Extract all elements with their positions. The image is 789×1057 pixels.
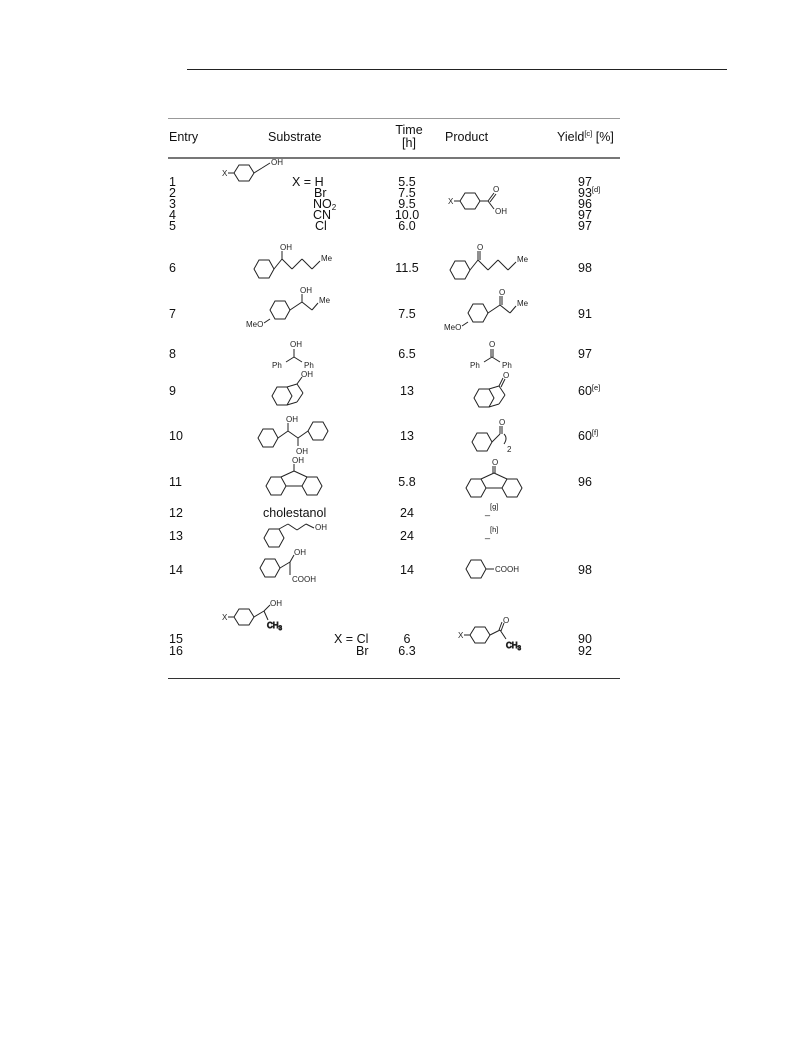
time-value: 10.0 <box>394 208 420 222</box>
entry-number: 9 <box>169 384 176 398</box>
product-none: _[g] <box>485 502 499 516</box>
svg-text:CH3: $CH_3$ <box>506 641 521 652</box>
substrate-label: Br <box>356 644 369 658</box>
svg-text:OH: OH <box>292 456 304 465</box>
svg-text:Ph: Ph <box>470 361 480 370</box>
substrate-label: $NO_2$ <box>313 197 337 212</box>
entry-number: 6 <box>169 261 176 275</box>
entry-number: 4 <box>169 208 176 222</box>
svg-text:COOH: COOH <box>495 565 519 574</box>
svg-text:OH: OH <box>294 548 306 557</box>
svg-text:MeO: MeO <box>246 320 264 329</box>
structure-fluorenol <box>262 456 332 502</box>
time-value: 13 <box>400 429 414 443</box>
structure-benzyl-alcohol <box>222 158 292 184</box>
svg-text:Ph: Ph <box>502 361 512 370</box>
entry-number: 10 <box>169 429 183 443</box>
time-value: 24 <box>400 506 414 520</box>
product-none: _[h] <box>485 525 499 539</box>
structure-benzoic-acid-product <box>462 554 542 584</box>
svg-text:X: X <box>222 169 228 178</box>
yield-value: 96 <box>578 197 592 211</box>
structure-phenylpentanol <box>250 243 340 285</box>
structure-fluorenone <box>462 458 532 504</box>
yield-value: 98 <box>578 563 592 577</box>
structure-hydrobenzoin <box>254 414 344 460</box>
svg-text:OH: OH <box>301 370 313 379</box>
yield-value: 98 <box>578 261 592 275</box>
structure-acetophenone <box>458 616 538 656</box>
time-value: 6 <box>403 632 411 646</box>
entry-number: 14 <box>169 563 183 577</box>
time-value: 13 <box>400 384 414 398</box>
substrate-label: X = H <box>292 175 324 189</box>
entry-number: 5 <box>169 219 176 233</box>
time-value: 5.5 <box>398 175 416 189</box>
yield-value: 97 <box>578 175 592 189</box>
svg-text:Me: Me <box>517 299 529 308</box>
time-value: 11.5 <box>395 261 419 275</box>
svg-text:O: O <box>489 340 496 349</box>
yield-value: 97 <box>578 219 592 233</box>
entry-number: 2 <box>169 186 176 200</box>
svg-text:Me: Me <box>517 255 529 264</box>
svg-text:O: O <box>499 288 506 297</box>
structure-indanone <box>470 370 530 414</box>
svg-text:O: O <box>499 418 506 427</box>
svg-text:O: O <box>503 616 510 625</box>
svg-text:OH: OH <box>296 447 308 456</box>
svg-text:OH: OH <box>495 207 507 216</box>
time-value: 7.5 <box>398 307 416 321</box>
svg-text:Ph: Ph <box>272 361 282 370</box>
svg-text:OH: OH <box>290 340 302 349</box>
time-value: 14 <box>400 563 414 577</box>
time-value: 9.5 <box>398 197 416 211</box>
substrate-label: Cl <box>315 219 327 233</box>
svg-text:OH: OH <box>271 158 283 167</box>
yield-value: 92 <box>578 644 592 658</box>
structure-mandelic-acid <box>256 548 346 590</box>
time-value: 5.8 <box>398 475 416 489</box>
svg-text:OH: OH <box>286 415 298 424</box>
entry-number: 3 <box>169 197 176 211</box>
yield-value: 97 <box>578 347 592 361</box>
substrate-label: X = Cl <box>334 632 369 646</box>
entry-number: 7 <box>169 307 176 321</box>
time-value: 6.5 <box>398 347 416 361</box>
svg-text:OH: OH <box>280 243 292 252</box>
svg-text:O: O <box>503 371 510 380</box>
svg-text:X: X <box>448 197 454 206</box>
structure-methoxypropiophenone <box>444 290 544 336</box>
structure-benzophenone <box>468 338 528 370</box>
yield-value: 96 <box>578 475 592 489</box>
svg-text:2: 2 <box>507 445 512 454</box>
yield-value: 60[e] <box>578 383 601 398</box>
svg-text:O: O <box>493 185 500 194</box>
svg-text:O: O <box>477 243 484 252</box>
header-yield: Yield[c] [%] <box>557 129 614 144</box>
header-product: Product <box>445 130 489 144</box>
yield-value: 60[f] <box>578 428 599 443</box>
substrate-label: cholestanol <box>263 506 327 520</box>
structure-arylethanol <box>222 598 302 632</box>
entry-number: 15 <box>169 632 183 646</box>
entry-number: 13 <box>169 529 183 543</box>
structure-benzil <box>468 416 528 462</box>
svg-text:X: X <box>222 613 228 622</box>
substrate-label: Br <box>314 186 327 200</box>
svg-text:O: O <box>492 458 499 467</box>
entry-number: 12 <box>169 506 183 520</box>
svg-text:X: X <box>458 631 464 640</box>
header-substrate: Substrate <box>268 130 322 144</box>
entry-number: 8 <box>169 347 176 361</box>
header-entry: Entry <box>169 130 199 144</box>
yield-value: 93[d] <box>578 185 601 200</box>
svg-text:COOH: COOH <box>292 575 316 584</box>
header-time: Time [h] <box>395 123 423 150</box>
svg-text:Me: Me <box>319 296 331 305</box>
entry-number: 11 <box>169 475 182 489</box>
entry-number: 1 <box>169 175 176 189</box>
svg-text:CH3: $CH_3$ <box>267 621 282 632</box>
svg-text:MeO: MeO <box>444 323 462 332</box>
time-value: 24 <box>400 529 414 543</box>
svg-text:Ph: Ph <box>304 361 314 370</box>
svg-text:OH: OH <box>300 286 312 295</box>
svg-text:Me: Me <box>321 254 333 263</box>
substrate-label: CN <box>313 208 332 222</box>
structure-methoxyphenylpropanol <box>246 287 346 333</box>
svg-text:OH: OH <box>315 523 327 532</box>
structure-benzhydrol <box>270 338 330 370</box>
time-value: 6.3 <box>398 644 416 658</box>
page-header-rule <box>187 69 727 70</box>
time-value: 7.5 <box>398 186 416 200</box>
structure-valerophenone <box>446 242 546 286</box>
yield-value: 90 <box>578 632 592 646</box>
time-value: 6.0 <box>398 219 416 233</box>
svg-text:OH: OH <box>270 599 282 608</box>
yield-value: 91 <box>578 307 592 321</box>
structure-benzoic-acid <box>448 185 518 217</box>
yield-value: 97 <box>578 208 592 222</box>
entry-number: 16 <box>169 644 183 658</box>
structure-indanol <box>268 370 328 414</box>
